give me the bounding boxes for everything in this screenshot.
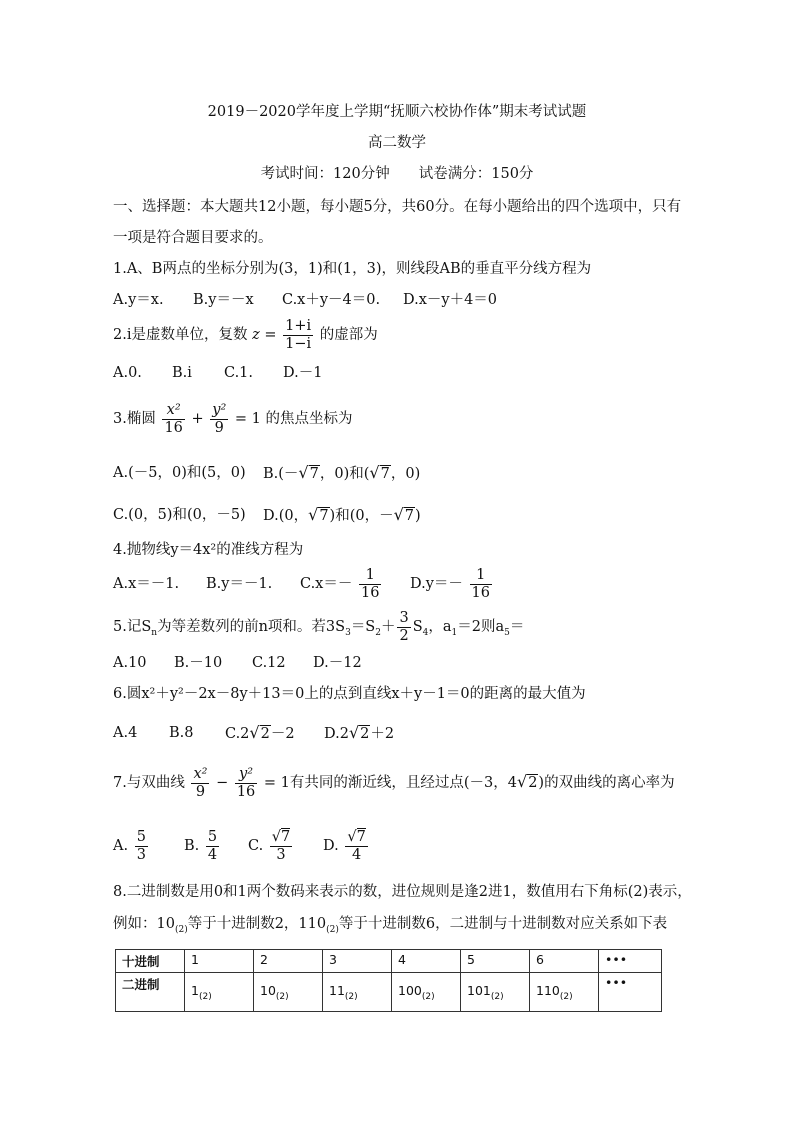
table-cell [254, 973, 323, 1012]
q1-option-d: D.x－y＋4＝0 [403, 292, 498, 308]
q5-sub-1: 1 [451, 627, 458, 638]
q7-frac1-den: 9 [195, 783, 206, 800]
binary-value: 11 [329, 983, 345, 998]
q4-option-d [410, 566, 494, 602]
binary-value: 110 [536, 983, 560, 998]
sqrt7-b1 [298, 463, 319, 482]
binary-sub: (2) [344, 991, 358, 1002]
q4-optC-frac [359, 567, 381, 602]
radical-icon: √ [271, 828, 282, 845]
q3-option-c: C.(0，5)和(0，－5) [113, 507, 246, 523]
q8-line1: 8.二进制数是用0和1两个数码来表示的数，进位规则是逢2进1，数值用右下角标(2)表示， [113, 884, 692, 900]
sqrt7-d1 [308, 505, 329, 524]
radical-icon: √ [369, 463, 380, 482]
q2-option-d: D.－1 [283, 365, 323, 381]
q3-frac1-den: 16 [164, 419, 183, 436]
q5-option-b: B.－10 [174, 655, 223, 671]
q1-option-a: A.y＝x. [113, 292, 164, 308]
table-row [116, 950, 662, 973]
q5-h: ＝ [509, 619, 525, 635]
q6-optD-pre: D.2 [324, 726, 349, 742]
radical-icon: √ [347, 828, 357, 845]
binary-sub: (2) [421, 991, 435, 1002]
q7-option-c [248, 828, 294, 864]
table-cell [185, 973, 254, 1012]
table-cell: 6 [530, 950, 599, 973]
table-row-header: 二进制 [116, 973, 185, 1012]
radical-icon: √ [516, 772, 528, 791]
q7-optD-label: D. [323, 838, 339, 854]
q3-fraction-y [210, 402, 228, 437]
sqrt7-d2 [393, 505, 415, 524]
q2-stem-pre: 2.i是虚数单位，复数 [113, 327, 248, 343]
section-intro-line1: 一、选择题：本大题共12小题，每小题5分，共60分。在每小题给出的四个选项中，只有 [113, 199, 682, 215]
q7-eq: = 1 [263, 775, 290, 791]
q3-optB-pre: B.(－ [263, 466, 299, 482]
radicand: 7 [281, 828, 291, 845]
table-row [116, 973, 662, 1012]
q7-fraction-y [235, 766, 257, 801]
radical-icon: √ [348, 723, 360, 742]
q7-optA-label: A. [113, 838, 129, 854]
q4-optD-frac [470, 567, 492, 602]
binary-sub: (2) [559, 991, 573, 1002]
radical-icon: √ [298, 463, 309, 482]
table-cell [323, 973, 392, 1012]
q6-stem: 6.圆x²＋y²－2x－8y＋13＝0上的点到直线x＋y－1＝0的距离的最大值为 [113, 686, 586, 702]
table-cell: 4 [392, 950, 461, 973]
q6-optC-post: －2 [270, 726, 295, 742]
q3-plus: + [191, 411, 204, 427]
q6-optD-post: ＋2 [370, 726, 395, 742]
radicand: 2 [528, 775, 538, 791]
radicand: 2 [260, 726, 270, 742]
table-cell: 2 [254, 950, 323, 973]
q7-stem [113, 764, 675, 801]
q6-optC-pre: C.2 [225, 726, 250, 742]
q2-option-a: A.0. [113, 365, 142, 381]
frac-num: 1 [359, 567, 381, 585]
binary-value: 100 [398, 983, 422, 998]
binary-sub: (2) [490, 991, 504, 1002]
radical-icon: √ [393, 505, 404, 524]
exam-info: 考试时间：120分钟 试卷满分：150分 [260, 166, 534, 182]
q5-fraction [397, 610, 410, 645]
q3-fraction-x [162, 402, 184, 437]
q5-c: ＝S [350, 619, 376, 635]
q7-stem-post: )的双曲线的离心率为 [538, 775, 675, 791]
q3-optD-pre: D.(0， [263, 508, 309, 524]
q3-frac1-num: x² [162, 402, 184, 420]
q7-optC-frac [270, 829, 292, 864]
q8-l2-b: 等于十进制数2，110 [187, 916, 327, 932]
radicand: 7 [309, 466, 319, 482]
q7-option-a [113, 828, 150, 864]
binary-sub: (2) [198, 991, 212, 1002]
q7-stem-mid: 有共同的渐近线，且经过点(－3，4 [289, 775, 517, 791]
q3-option-a: A.(－5，0)和(5，0) [113, 465, 246, 481]
sqrt2-c [249, 723, 270, 742]
q4-optD-pre: D.y＝－ [410, 576, 463, 592]
q2-z: z [252, 327, 260, 343]
q2-option-b: B.i [172, 365, 192, 381]
q2-frac-den: 1−i [285, 335, 312, 352]
q3-optB-mid: ，0)和( [319, 466, 370, 482]
q5-sub-5: 5 [504, 627, 510, 638]
q2-eq: = [264, 327, 277, 343]
q5-option-c: C.12 [252, 655, 286, 671]
q3-option-b [263, 463, 420, 484]
q8-line2 [113, 914, 667, 940]
q7-optD-frac [345, 829, 367, 864]
q5-e: S [412, 619, 423, 635]
q7-minus: − [216, 775, 229, 791]
q6-option-b: B.8 [169, 725, 194, 741]
table-cell [530, 973, 599, 1012]
q5-g: ＝2则a [457, 619, 505, 635]
q2-frac-num: 1+i [285, 317, 312, 334]
q5-option-d: D.－12 [313, 655, 362, 671]
frac-den: 16 [471, 584, 490, 601]
q5-f: ，a [428, 619, 452, 635]
frac-den: 2 [399, 627, 409, 644]
radicand: 7 [319, 508, 329, 524]
binary-decimal-table [115, 949, 662, 1012]
q7-stem-pre: 7.与双曲线 [113, 775, 185, 791]
q7-frac2-den: 16 [236, 783, 256, 800]
q7-frac2-num: y² [235, 766, 257, 784]
q3-stem-post: 的焦点坐标为 [265, 411, 353, 427]
radicand: 2 [360, 726, 370, 742]
frac-num: 5 [136, 828, 146, 845]
frac-den: 3 [136, 846, 146, 863]
table-cell [461, 973, 530, 1012]
table-cell: 1 [185, 950, 254, 973]
q4-optC-pre: C.x＝－ [300, 576, 353, 592]
q5-sub-n: n [151, 627, 158, 638]
q6-option-d [324, 723, 394, 744]
radicand: 7 [356, 828, 366, 845]
frac-num: 1 [470, 567, 492, 585]
q5-d: ＋ [380, 619, 396, 635]
frac-num [345, 829, 367, 847]
q6-option-a: A.4 [113, 725, 138, 741]
section-intro-line2: 一项是符合题目要求的。 [113, 230, 273, 246]
q2-stem [113, 317, 378, 353]
q7-option-d [323, 828, 370, 864]
q3-option-d [263, 505, 421, 526]
exam-title: 2019－2020学年度上学期“抚顺六校协作体”期末考试试题 [207, 104, 587, 120]
q3-stem-pre: 3.椭圆 [113, 411, 156, 427]
q8-l2-a: 例如：10 [113, 916, 175, 932]
frac-den: 3 [276, 846, 286, 863]
q1-stem: 1.A、B两点的坐标分别为(3，1)和(1，3)，则线段AB的垂直平分线方程为 [113, 261, 592, 277]
q3-eq: = 1 [234, 411, 261, 427]
q7-frac1-num: x² [193, 765, 208, 782]
q7-optB-label: B. [184, 838, 200, 854]
q4-option-b: B.y＝－1. [206, 576, 273, 592]
q7-fraction-x [191, 766, 209, 801]
sqrt7-b2 [369, 463, 390, 482]
table-row-header: 十进制 [116, 950, 185, 973]
q3-optB-post: ，0) [390, 466, 421, 482]
frac-num: 5 [207, 828, 218, 845]
radical-icon: √ [249, 723, 260, 742]
q2-stem-post: 的虚部为 [319, 327, 378, 343]
table-cell: ••• [599, 950, 662, 973]
table-cell: 3 [323, 950, 392, 973]
q5-stem [113, 609, 524, 651]
radicand: 7 [380, 466, 390, 482]
subject-title: 高二数学 [368, 135, 426, 151]
binary-value: 1 [191, 983, 199, 998]
binary-sub: (2) [275, 991, 289, 1002]
frac-num [270, 829, 292, 847]
frac-den: 4 [207, 846, 218, 863]
q8-l2-c: 等于十进制数6，二进制与十进制数对应关系如下表 [338, 916, 668, 932]
q4-stem: 4.抛物线y＝4x²的准线方程为 [113, 542, 304, 558]
binary-value: 101 [467, 983, 491, 998]
q5-option-a: A.10 [113, 655, 147, 671]
q5-sub-2: 2 [375, 627, 381, 638]
q2-fraction [283, 318, 313, 353]
q7-optB-frac [206, 829, 219, 864]
radical-icon: √ [308, 505, 319, 524]
q4-option-c [300, 566, 383, 602]
q7-optA-frac [135, 829, 148, 864]
q1-option-b: B.y＝－x [193, 292, 254, 308]
q3-optD-post: ) [415, 508, 421, 524]
q7-option-b [184, 828, 221, 864]
q2-option-c: C.1. [224, 365, 254, 381]
frac-den: 4 [351, 846, 362, 863]
q5-sub-3: 3 [345, 627, 351, 638]
q8-sub-b: (2) [326, 924, 339, 935]
q3-frac2-num: y² [212, 401, 227, 418]
frac-den: 16 [360, 584, 380, 601]
q5-sub-4: 4 [422, 627, 429, 638]
binary-value: 10 [260, 983, 276, 998]
radicand: 7 [404, 508, 415, 524]
q3-frac2-den: 9 [214, 419, 224, 436]
q5-b: 为等差数列的前n项和。若3S [157, 619, 346, 635]
sqrt2-q7 [516, 772, 538, 791]
q1-option-c: C.x＋y－4＝0. [282, 292, 381, 308]
sqrt2-d [348, 723, 370, 742]
q7-optC-label: C. [248, 838, 264, 854]
q3-optD-mid: )和(0，－ [329, 508, 394, 524]
table-cell: ••• [599, 973, 662, 1012]
q3-stem [113, 401, 353, 437]
table-cell [392, 973, 461, 1012]
q4-option-a: A.x＝－1. [113, 576, 180, 592]
table-cell: 5 [461, 950, 530, 973]
q8-sub-a: (2) [174, 924, 188, 935]
frac-num: 3 [399, 609, 409, 626]
q5-a: 5.记S [113, 619, 152, 635]
q6-option-c [225, 723, 295, 744]
